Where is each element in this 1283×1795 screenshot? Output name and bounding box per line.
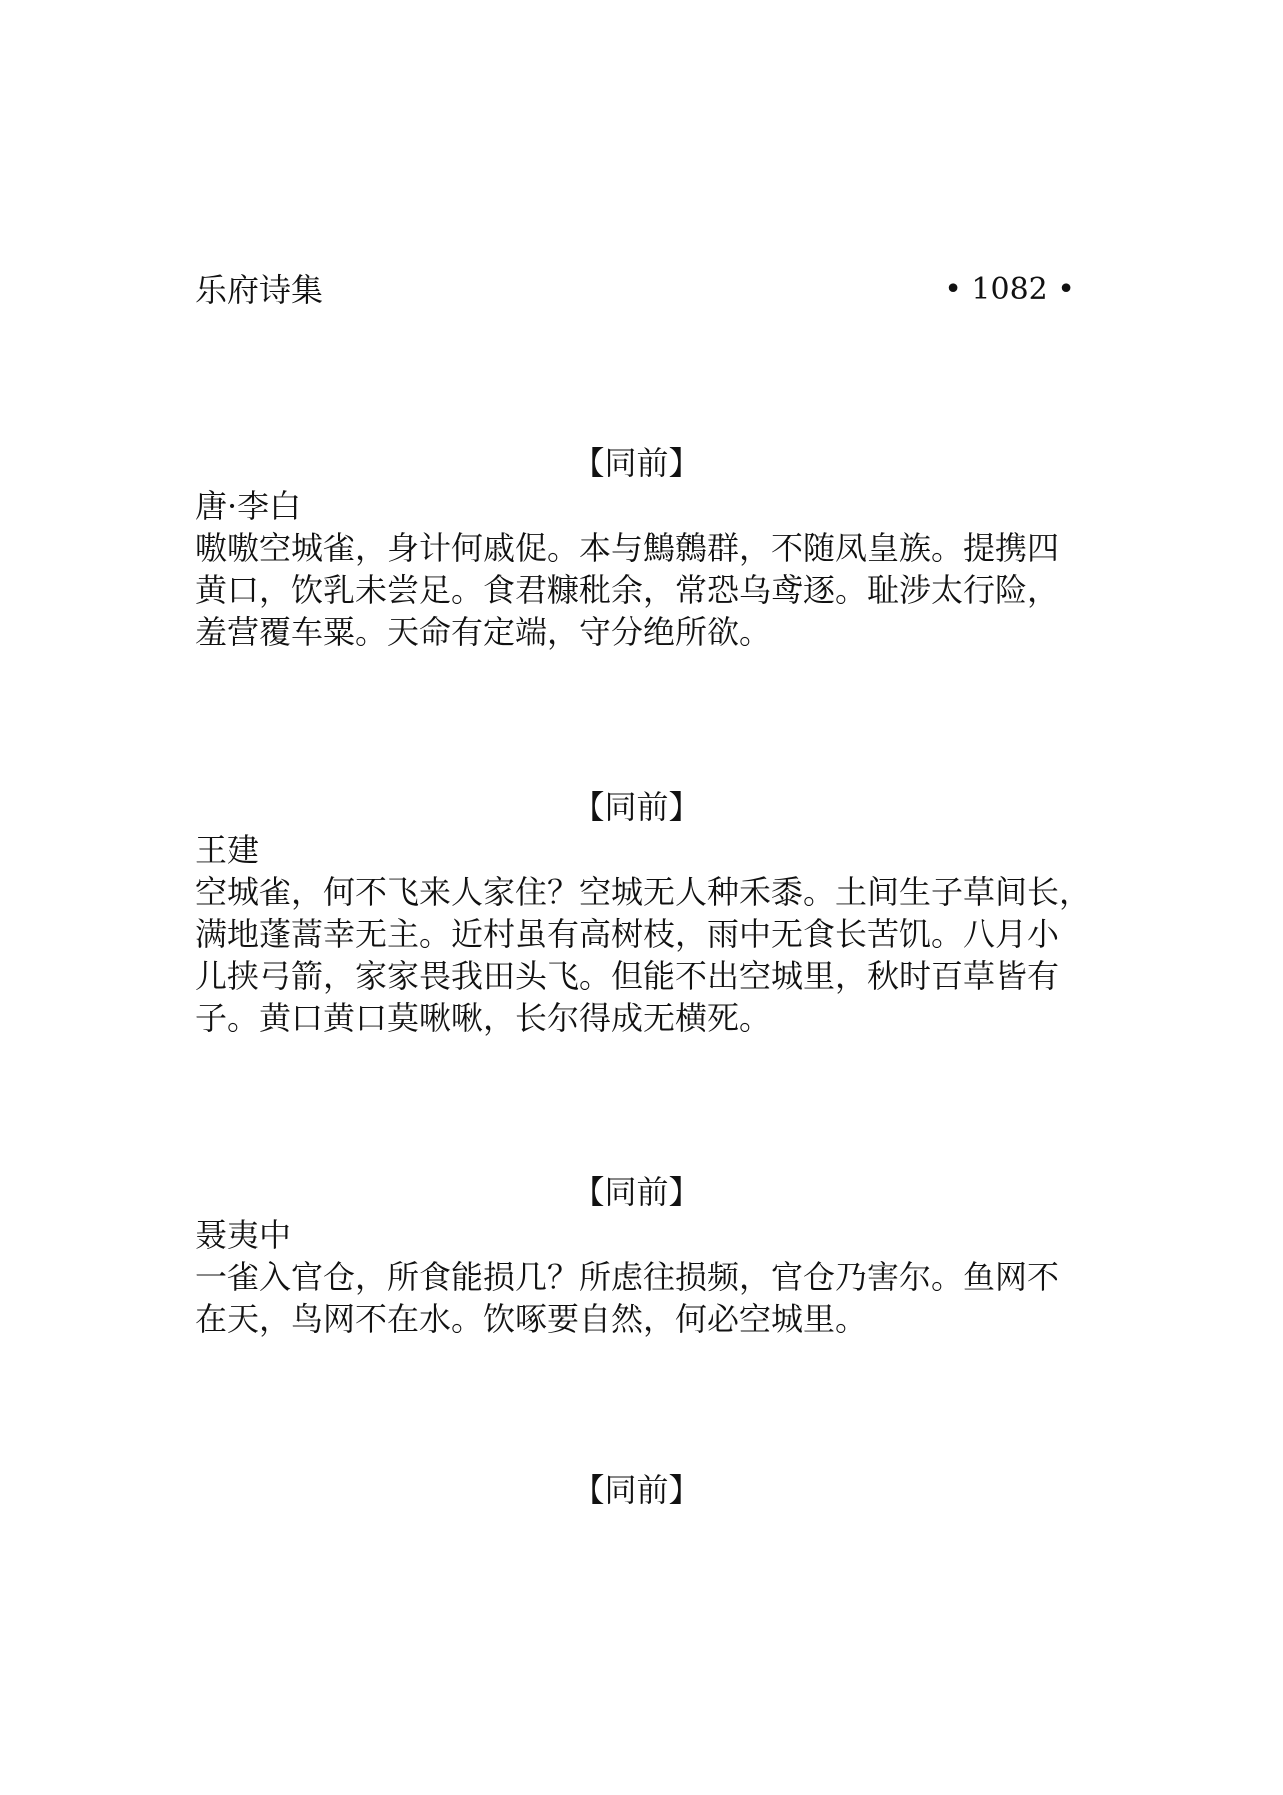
poem-entry [195,1468,1110,1512]
poem-line: 儿挟弓箭，家家畏我田头飞。但能不出空城里，秋时百草皆有 [195,957,1060,995]
poem-entry [195,785,1110,1039]
poem-line: 空城雀，何不飞来人家住？空城无人种禾黍。土间生子草间长， [195,873,1092,911]
poem-author: 聂夷中 [195,1216,292,1254]
poem-entry [195,441,1110,653]
poem-line: 一雀入官仓，所食能损几？所虑往损频，官仓乃害尔。鱼网不 [195,1258,1060,1296]
poem-line: 羞营覆车粟。天命有定端，守分绝所欲。 [195,613,772,651]
poem-entry [195,1170,1110,1340]
poem-line: 满地蓬蒿幸无主。近村虽有高树枝，雨中无食长苦饥。八月小 [195,915,1060,953]
page-number: • 1082 • [944,272,1075,307]
poem-heading: 【同前】 [572,444,701,482]
poem-line: 子。黄口黄口莫啾啾，长尔得成无横死。 [195,999,772,1037]
poem-line: 黄口，饮乳未尝足。食君糠秕余，常恐乌鸢逐。耻涉太行险， [195,571,1060,609]
poem-author: 唐·李白 [195,487,302,525]
poem-heading: 【同前】 [572,1471,701,1509]
book-title: 乐府诗集 [195,271,324,309]
poem-line: 嗷嗷空城雀，身计何戚促。本与鷦鷯群，不随凤皇族。提携四 [195,529,1060,567]
poem-heading: 【同前】 [572,1173,701,1211]
poem-line: 在天，鸟网不在水。饮啄要自然，何必空城里。 [195,1300,868,1338]
page-header [195,268,1075,312]
poem-heading: 【同前】 [572,788,701,826]
poem-author: 王建 [195,831,260,869]
